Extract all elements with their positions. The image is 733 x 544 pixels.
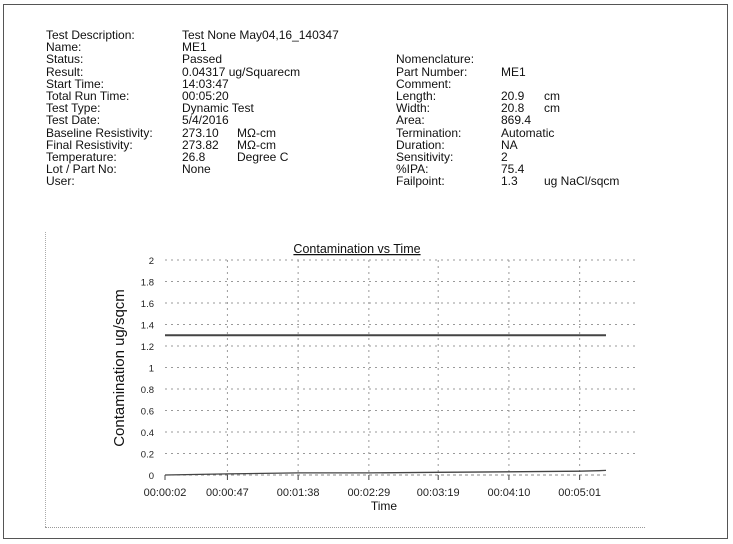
field-label: Test Date: (46, 113, 101, 128)
x-axis-label: Time (370, 499, 398, 513)
field-value: 1.3 (501, 174, 518, 189)
field-value: Test None May04,16_140347 (182, 28, 339, 42)
field-label: Test Description: (46, 28, 135, 42)
field-value: NA (501, 137, 518, 152)
field-value: ME1 (501, 64, 526, 79)
y-tick-label: 0.6 (140, 406, 154, 418)
field-value: 26.8 (182, 149, 206, 164)
field-value: 75.4 (501, 162, 525, 177)
field-unit: Degree C (237, 149, 289, 164)
field-label: Baseline Resistivity: (46, 125, 153, 140)
field-label: Duration: (396, 137, 445, 152)
field-label: Sensitivity: (396, 149, 454, 164)
field-value: Dynamic Test (182, 101, 254, 116)
field-value: None (182, 162, 211, 177)
y-tick-label: 1.6 (140, 299, 154, 310)
field-label: Start Time: (46, 76, 105, 91)
field-label: User: (46, 174, 75, 189)
contamination-line (165, 470, 606, 475)
y-tick-label: 1 (148, 363, 154, 375)
y-tick-label: 1.4 (140, 320, 154, 332)
field-label: Name: (46, 40, 82, 55)
y-axis-label: Contamination ug/sqcm (111, 289, 128, 447)
field-label: Total Run Time: (46, 88, 130, 103)
field-label: Nomenclature: (396, 52, 475, 67)
y-tick-label: 0.2 (140, 449, 154, 461)
field-unit: cm (544, 88, 560, 103)
field-label: Result: (46, 64, 84, 79)
x-tick-label: 00:05:01 (558, 487, 602, 499)
y-tick-label: 1.8 (140, 277, 154, 289)
field-label: Test Type: (46, 101, 101, 116)
y-tick-label: 2 (148, 256, 154, 267)
x-tick-label: 00:03:19 (416, 487, 460, 499)
field-value: 20.9 (501, 88, 525, 103)
field-value: 00:05:20 (182, 88, 229, 103)
field-label: Lot / Part No: (46, 162, 117, 177)
field-value: 273.10 (182, 125, 219, 140)
field-label: Width: (396, 101, 431, 116)
field-label: Area: (396, 113, 425, 128)
field-value: Automatic (501, 125, 555, 140)
field-unit: MΩ-cm (237, 137, 276, 152)
x-tick-label: 00:00:47 (205, 487, 249, 499)
x-tick-label: 00:01:38 (276, 487, 320, 499)
field-label: Length: (396, 88, 437, 103)
x-tick-label: 00:04:10 (487, 487, 531, 499)
field-value: 273.82 (182, 137, 219, 152)
field-value: 5/4/2016 (182, 113, 229, 128)
field-value: 2 (501, 149, 508, 164)
field-value: 20.8 (501, 101, 525, 116)
field-label: Temperature: (46, 149, 117, 164)
field-label: Status: (46, 52, 84, 67)
field-unit: MΩ-cm (237, 125, 276, 140)
field-value: 869.4 (501, 113, 532, 128)
x-tick-label: 00:02:29 (347, 487, 391, 499)
y-tick-label: 0 (148, 471, 154, 482)
field-label: Failpoint: (396, 174, 445, 189)
field-unit: ug NaCl/sqcm (544, 174, 620, 189)
field-value: ME1 (182, 40, 207, 55)
x-tick-label: 00:00:02 (143, 487, 187, 499)
field-label: Comment: (396, 76, 452, 91)
field-value: Passed (182, 52, 223, 67)
y-tick-label: 0.8 (140, 385, 154, 396)
y-tick-label: 1.2 (140, 342, 154, 353)
field-label: Final Resistivity: (46, 137, 133, 152)
field-label: %IPA: (396, 162, 429, 177)
chart-title: Contamination vs Time (293, 242, 421, 256)
y-tick-label: 0.4 (140, 428, 154, 439)
field-unit: cm (544, 101, 560, 116)
field-value: 0.04317 ug/Squarecm (182, 64, 301, 79)
field-label: Part Number: (396, 64, 468, 79)
field-value: 14:03:47 (182, 76, 229, 91)
field-label: Termination: (396, 125, 462, 140)
